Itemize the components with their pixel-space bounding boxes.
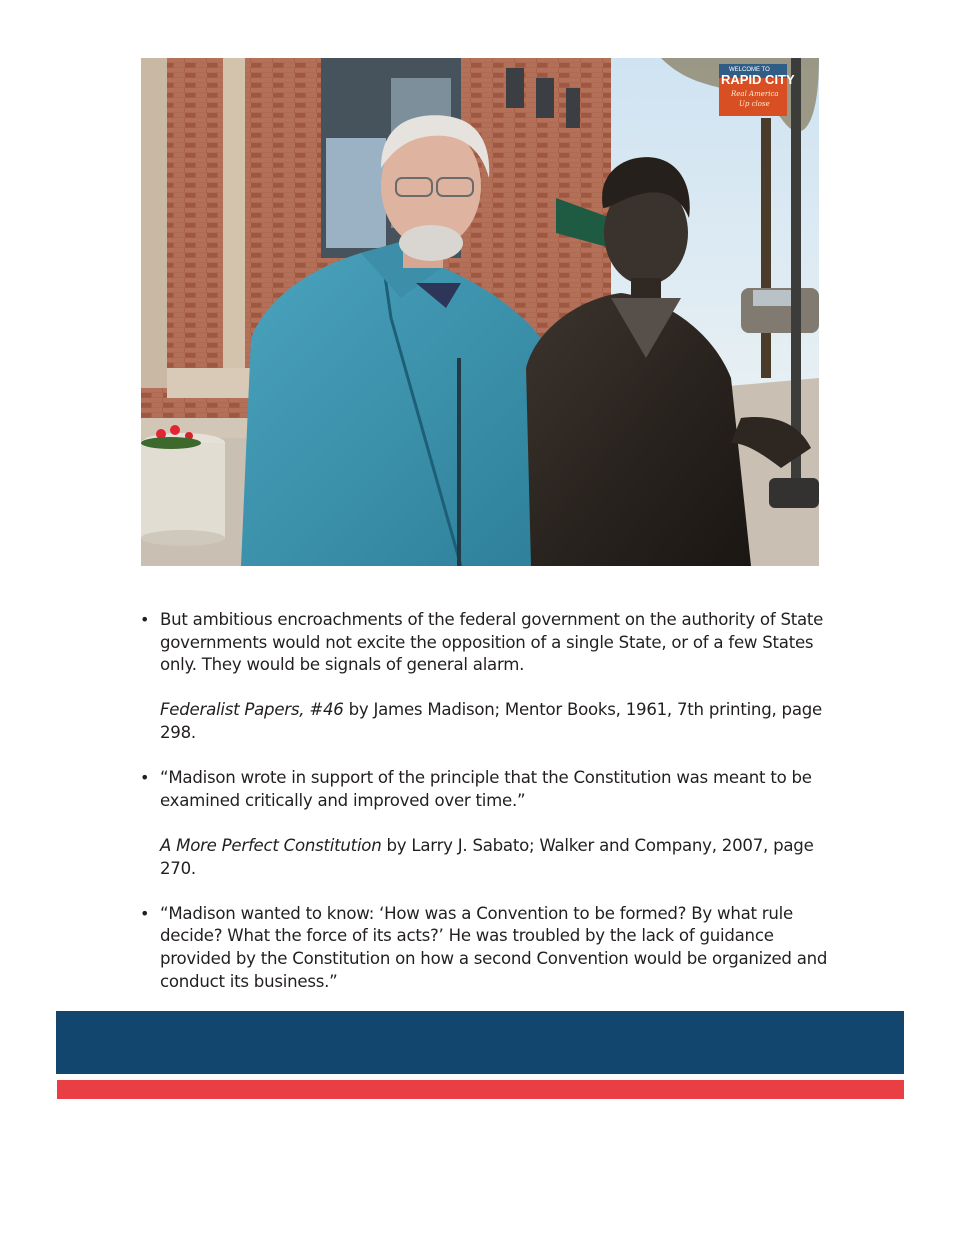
citation-details: by Larry J. Sabato; Walker and Company, 2007, page 270. [160,835,814,878]
photo-illustration [141,58,819,566]
sign-tagline-1: Real America [731,90,779,98]
citation-title: A More Perfect Constitution [160,835,382,855]
quote-item-2 [140,767,830,880]
quote-citation [160,835,830,880]
quote-text: “Madison wrote in support of the principle that the Constitution was meant to be examined critically and improved over time.” [160,768,812,810]
sign-city-text: RAPID CITY [721,72,795,87]
quotes-list [140,609,830,1038]
quote-text: “Madison wanted to know: ‘How was a Convention to be formed? By what rule decide? What the force of its acts?’ He was troubled by the lack of guidance provided by the Constitution on how a second Convention would be organized and conduct its business.” [160,903,828,991]
bullet: • [140,768,150,788]
citation-details: by James Madison; Mentor Books, 1961, 7th printing, page 298. [160,700,822,742]
footer-red-band [57,1080,904,1099]
sign-welcome-text: WELCOME TO [729,67,770,73]
quote-item-1 [140,609,830,745]
rapid-city-sign [719,64,795,116]
bullet: • [140,903,150,923]
footer-blue-band [56,1011,904,1074]
citation-title: Federalist Papers, #46 [160,700,344,720]
quote-text: But ambitious encroachments of the federal government on the authority of State governments would not excite the opposition of a single State, or of a few States only. They would be signals of general alarm. [160,610,824,675]
quote-citation [160,699,830,744]
bullet: • [140,610,150,629]
photo-man-with-madison-statue [141,58,819,566]
sign-tagline-2: Up close [739,100,770,108]
